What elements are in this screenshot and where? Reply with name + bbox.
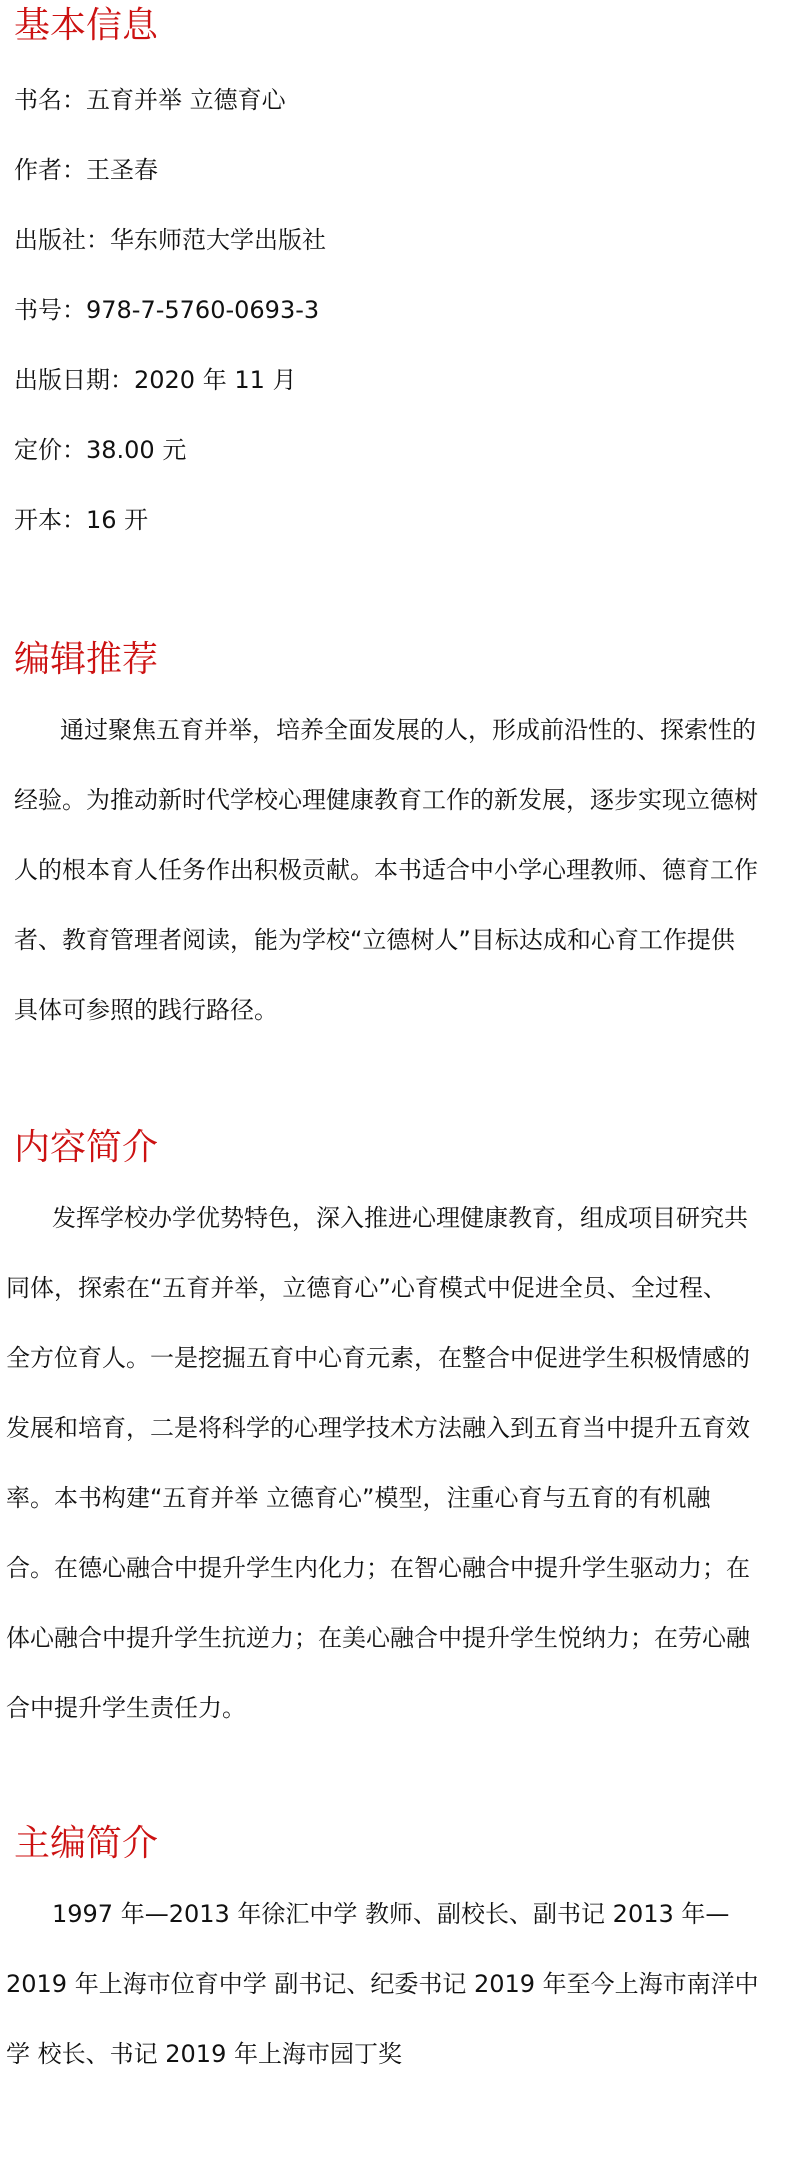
summary-line: 合中提升学生责任力。: [6, 1694, 246, 1722]
summary-line: 全方位育人。一是挖掘五育中心育元素，在整合中促进学生积极情感的: [6, 1344, 750, 1372]
recommendation-line: 者、教育管理者阅读，能为学校“立德树人”目标达成和心育工作提供: [14, 926, 735, 954]
recommendation-line: 人的根本育人任务作出积极贡献。本书适合中小学心理教师、德育工作: [14, 856, 758, 884]
info-publisher: 出版社：华东师范大学出版社: [14, 226, 326, 254]
editor-bio-line: 2019 年上海市位育中学 副书记、纪委书记 2019 年至今上海市南洋中: [6, 1970, 759, 1998]
info-author: 作者：王圣春: [14, 156, 158, 184]
summary-line: 体心融合中提升学生抗逆力；在美心融合中提升学生悦纳力；在劳心融: [6, 1624, 750, 1652]
summary-line: 合。在德心融合中提升学生内化力；在智心融合中提升学生驱动力；在: [6, 1554, 750, 1582]
recommendation-line: 具体可参照的践行路径。: [14, 996, 278, 1024]
editor-bio-line: 学 校长、书记 2019 年上海市园丁奖: [6, 2040, 402, 2068]
chief-editor-heading: 主编简介: [14, 1823, 159, 1864]
summary-line: 发展和培育，二是将科学的心理学技术方法融入到五育当中提升五育效: [6, 1414, 750, 1442]
summary-line: 同体，探索在“五育并举，立德育心”心育模式中促进全员、全过程、: [6, 1274, 727, 1302]
recommendation-line: 经验。为推动新时代学校心理健康教育工作的新发展，逐步实现立德树: [14, 786, 758, 814]
info-price: 定价：38.00 元: [14, 436, 187, 464]
info-format: 开本：16 开: [14, 506, 149, 534]
summary-line: 率。本书构建“五育并举 立德育心”模型，注重心育与五育的有机融: [6, 1484, 711, 1512]
summary-line: 发挥学校办学优势特色，深入推进心理健康教育，组成项目研究共: [52, 1204, 748, 1232]
editor-recommendation-heading: 编辑推荐: [14, 639, 159, 680]
basic-info-heading: 基本信息: [14, 5, 159, 46]
info-publish-date: 出版日期：2020 年 11 月: [14, 366, 297, 394]
recommendation-line: 通过聚焦五育并举，培养全面发展的人，形成前沿性的、探索性的: [60, 716, 756, 744]
content-summary-heading: 内容简介: [14, 1127, 159, 1168]
info-isbn: 书号：978-7-5760-0693-3: [14, 296, 320, 324]
editor-bio-line: 1997 年—2013 年徐汇中学 教师、副校长、副书记 2013 年—: [52, 1900, 730, 1928]
info-book-title: 书名：五育并举 立德育心: [14, 86, 286, 114]
